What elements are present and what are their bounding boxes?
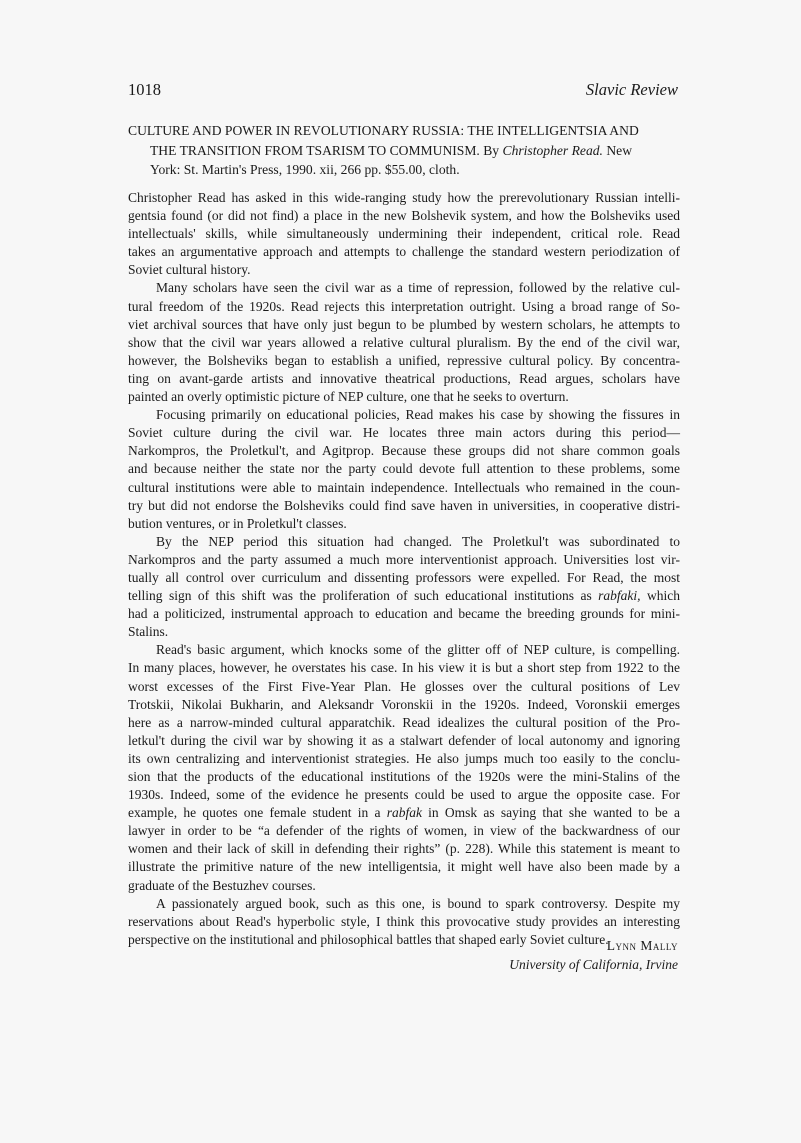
text-line: painted an overly optimistic picture of NEP culture, one that he seeks to overturn. — [128, 389, 569, 405]
reviewer-signature — [509, 936, 678, 974]
text-line: cultural institutions were able to maintain independence. Intellectuals who remained in the coun- — [128, 479, 680, 495]
citation-title-end: THE TRANSITION FROM TSARISM TO COMMUNISM. By — [150, 142, 503, 158]
text-line: reservations about Read's hyperbolic style, I think this provocative study provides an interesting — [128, 913, 680, 929]
text-run: telling sign of this shift was the proliferation of such educational institutions as — [128, 588, 599, 604]
reviewer-name: Lynn Mally — [606, 938, 678, 953]
reviewer-affiliation: University of California, Irvine — [509, 957, 678, 972]
text-line: Trotskii, Nikolai Bukharin, and Aleksandr Voronskii in the 1920s. Indeed, Voronskii emerges — [128, 696, 680, 712]
text-line: bution ventures, or in Proletkul't classes. — [128, 515, 347, 531]
paragraph-2 — [128, 279, 680, 406]
citation-author: Christopher Read. — [502, 142, 603, 158]
text-line — [128, 804, 680, 822]
text-line: gentsia found (or did not find) a place in the new Bolshevik system, and how the Bolsheviks used — [128, 208, 680, 224]
text-line: By the NEP period this situation had changed. The Proletkul't was subordinated to — [156, 533, 680, 549]
text-line: intellectuals' skills, while simultaneously undermining their independent, critical role. Read — [128, 226, 680, 242]
text-line: try but did not endorse the Bolsheviks could find save haven in universities, in cooperative distri- — [128, 497, 680, 513]
text-line: Christopher Read has asked in this wide-ranging study how the prerevolutionary Russian intelli- — [128, 190, 680, 205]
text-line: Narkompros, the Proletkul't, and Agitprop. Because these groups did not share common goals — [128, 443, 680, 459]
text-line: A passionately argued book, such as this one, is bound to spark controversy. Despite my — [156, 895, 680, 911]
citation-line-1: CULTURE AND POWER IN REVOLUTIONARY RUSSIA: THE INTELLIGENTSIA AND — [128, 123, 639, 138]
text-line: lawyer in order to be “a defender of the rights of women, in view of the backwardness of our — [128, 823, 680, 839]
text-line: tually all control over curriculum and dissenting professors were expelled. For Read, the most — [128, 569, 680, 585]
citation-line-3: York: St. Martin's Press, 1990. xii, 266 pp. $55.00, cloth. — [150, 162, 460, 177]
text-line: Soviet culture during the civil war. He locates three main actors during this period— — [128, 425, 680, 441]
text-run: in Omsk as saying that she wanted to be a — [421, 805, 680, 821]
text-line: takes an argumentative approach and attempts to challenge the standard western periodization of — [128, 244, 680, 260]
page-number: 1018 — [128, 80, 161, 99]
italic-term: rabfaki, — [598, 588, 641, 604]
text-line: however, the Bolsheviks began to establish a unified, repressive cultural policy. By concentra- — [128, 352, 680, 368]
text-line: Read's basic argument, which knocks some of the glitter off of NEP culture, is compelling. — [156, 642, 680, 658]
text-line: letkul't during the civil war by showing it as a stalwart defender of local autonomy and ignoring — [128, 732, 680, 748]
paragraph-1 — [128, 189, 680, 279]
text-line: had a politicized, instrumental approach to education and became the breeding grounds for mini- — [128, 606, 680, 622]
text-run: example, he quotes one female student in a — [128, 805, 387, 821]
book-citation — [128, 121, 680, 180]
text-line: Narkompros and the party assumed a much more interventionist approach. Universities lost vir- — [128, 551, 680, 567]
page-header — [128, 80, 678, 106]
paragraph-3 — [128, 406, 680, 533]
text-line: tural freedom of the 1920s. Read rejects this interpretation outright. Using a broad range of So- — [128, 298, 680, 314]
paragraph-5 — [128, 641, 680, 894]
text-line — [128, 587, 680, 605]
text-line: In many places, however, he overstates his case. In his view it is but a short step from 1922 to the — [128, 660, 680, 676]
text-run: which — [640, 588, 680, 604]
text-line: perspective on the institutional and philosophical battles that shaped early Soviet culture. — [128, 931, 609, 947]
paragraph-4 — [128, 533, 680, 642]
text-line: worst excesses of the First Five-Year Plan. He glosses over the cultural positions of Lev — [128, 678, 680, 694]
italic-term: rabfak — [386, 805, 422, 821]
review-body — [128, 189, 680, 949]
text-line: women and their lack of skill in defending their rights” (p. 228). While this statement is meant to — [128, 841, 680, 857]
text-line: show that the civil war years allowed a relative cultural pluralism. By the end of the civil war, — [128, 334, 680, 350]
text-line: 1930s. Indeed, some of the evidence he presents could be used to argue the opposite case. For — [128, 787, 680, 803]
text-line: illustrate the primitive nature of the new intelligentsia, it might well have also been made by a — [128, 859, 680, 875]
text-line: graduate of the Bestuzhev courses. — [128, 877, 316, 893]
text-line: its own centralizing and interventionist strategies. He also jumps much too easily to the conclu- — [128, 750, 680, 766]
journal-title: Slavic Review — [585, 80, 678, 99]
text-line: Focusing primarily on educational policies, Read makes his case by showing the fissures in — [156, 407, 680, 423]
text-line: here as a narrow-minded cultural apparatchik. Read idealizes the cultural position of the Pro- — [128, 714, 680, 730]
text-line: ting on avant-garde artists and innovative theatrical productions, Read argues, scholars have — [128, 370, 680, 386]
citation-place: New — [602, 142, 633, 158]
text-line: Many scholars have seen the civil war as a time of repression, followed by the relative cul- — [156, 280, 680, 296]
citation-line-2 — [128, 141, 680, 161]
text-line: and because neither the state nor the party could devote full attention to these problems, some — [128, 461, 680, 477]
text-line: sion that the products of the educational institutions of the 1920s were the mini-Stalins of the — [128, 769, 680, 784]
text-line: Stalins. — [128, 624, 169, 640]
text-line: Soviet cultural history. — [128, 262, 251, 278]
text-line: viet archival sources that have only just begun to be plumbed by western scholars, he attempts to — [128, 316, 680, 332]
